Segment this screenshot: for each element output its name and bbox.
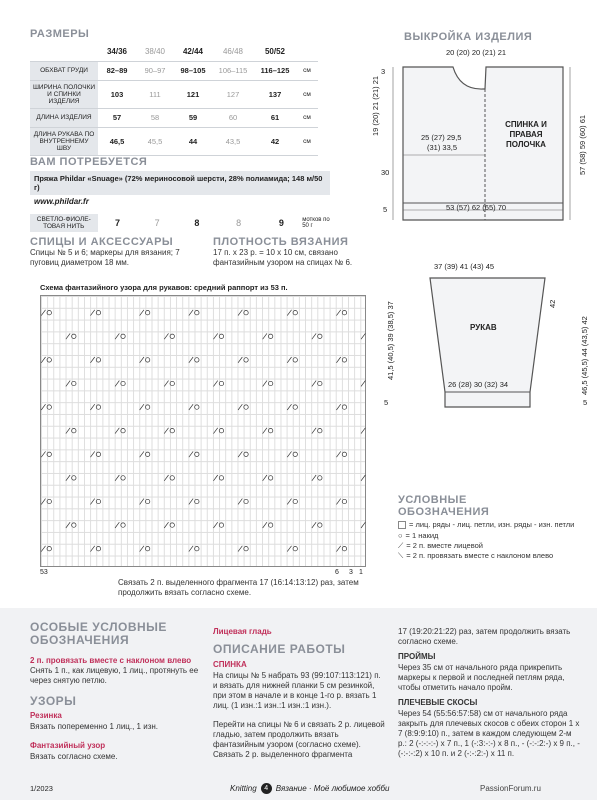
sleeve-right-dim: 46,5 (45,5) 44 (43,5) 42 [580,316,589,395]
shoulder-text: Через 54 (55:56:57:58) см от начального ряда закрыть для плечевых скосов с обеих сторон 1 х 7 (8:9:9:10) п., затем в каждом следующем 2-м р.: 2 (-:-:-:-) х 7 п., 1 (-:3:-:-) х 8 п., - (-:-:2:-) х 9 п., - (-:-:-:2) х 10 п. и 2 (-:-:2:-) х 11 п. [398,709,580,758]
chart-decrease [41,404,45,410]
chart-yarn-over [145,311,149,315]
chart-decrease [263,522,267,528]
chart-decrease [90,546,94,552]
chart-yarn-over [72,429,76,433]
chart-yarn-over [342,358,346,362]
plain-square-icon [398,521,406,529]
chart-decrease [238,357,242,363]
table-row: ДЛИНА РУКАВА ПО ВНУТРЕННЕМУ ШВУ 46,5 45,5 44 43,5 42 см [30,127,318,155]
chart-decrease [115,381,119,387]
chart-decrease [189,546,193,552]
special-title: ОСОБЫЕ УСЛОВНЫЕ ОБОЗНАЧЕНИЯ [30,620,167,647]
chart-yarn-over [170,429,174,433]
chart-decrease [66,475,70,481]
chart-yarn-over [170,334,174,338]
chart-decrease [189,499,193,505]
chart-decrease [66,381,70,387]
chart-decrease [336,404,340,410]
chart-decrease [287,310,291,316]
chart-decrease [140,357,144,363]
chart-yarn-over [268,334,272,338]
sizes-title: РАЗМЕРЫ [30,28,90,40]
chart-yarn-over [219,523,223,527]
yarn-color: СВЕТЛО-ФИОЛЕ-ТОВАЯ НИТЬ [30,214,98,232]
legend-item: ○ = 1 накид [398,531,439,540]
chart-left-number: 53 [40,569,48,576]
chart-decrease [189,357,193,363]
chart-yarn-over [96,358,100,362]
chart-yarn-over [195,405,199,409]
chart-yarn-over [268,429,272,433]
chart-decrease [140,404,144,410]
legend-item: ⟍ = 2 п. провязать вместе с наклоном влево [398,551,554,560]
chart-yarn-over [244,547,248,551]
chart-decrease [90,499,94,505]
chart-yarn-over [195,452,199,456]
legend-item: = лиц. ряды - лиц. петли, изн. ряды - изн. петли [398,520,588,529]
chart-yarn-over [170,523,174,527]
face-title: Лицевая гладь [213,627,272,636]
chart-decrease [238,404,242,410]
armhole-text: Через 35 см от начального ряда прикрепить маркеры к первой и последней петлям ряда, чтобы отметить начало пройм. [398,663,565,692]
chart-decrease [336,546,340,552]
chart-yarn-over [121,523,125,527]
chart-yarn-over [195,547,199,551]
chart-decrease [213,381,217,387]
chart-yarn-over [195,358,199,362]
sleeve-mid-dim: 26 (28) 30 (32) 34 [448,380,509,389]
yarn-over-icon: ○ [398,531,403,540]
chart-yarn-over [195,499,199,503]
chart-decrease [238,499,242,505]
chart-decrease [213,333,217,339]
chart-decrease [140,546,144,552]
size-header: 34/36 [98,42,136,61]
chart-decrease [90,310,94,316]
chart-decrease [336,499,340,505]
pattern-label: СПИНКА И ПРАВАЯ ПОЛОЧКА [505,120,547,149]
patterns-title: УЗОРЫ [30,694,77,708]
chart-yarn-over [121,429,125,433]
chart-yarn-over [121,476,125,480]
pattern-left-mid-dim: 19 (20) 21 (21) 21 [371,75,380,136]
chart-decrease [287,357,291,363]
pattern-mid-dim2: (31) 33,5 [427,143,458,152]
chart-decrease [238,546,242,552]
chart-yarn-over [72,523,76,527]
chart-decrease [312,475,316,481]
page-number: 4 [261,783,272,794]
chart-decrease [66,333,70,339]
size-header: 50/52 [254,42,296,61]
ssk-icon: ⟍ [398,551,404,560]
chart-decrease [213,522,217,528]
chart-right-number: 6 [335,569,339,576]
chart-yarn-over [47,547,51,551]
gauge-title: ПЛОТНОСТЬ ВЯЗАНИЯ [213,236,349,248]
chart-yarn-over [342,405,346,409]
chart-decrease [115,333,119,339]
pattern-top-dim: 20 (20) 20 (21) 21 [446,48,507,57]
issue-number: 1/2023 [30,784,53,793]
chart-yarn-over [318,523,322,527]
chart-yarn-over [342,547,346,551]
chart-yarn-over [244,358,248,362]
chart-decrease [213,428,217,434]
chart-decrease [189,310,193,316]
chart-decrease [140,499,144,505]
special-sub: 2 п. провязать вместе с наклоном влево [30,656,192,665]
back-text-1: На спицы № 5 набрать 93 (99:107:113:121) п. и вязать для нижней планки 5 см резинкой, при этом в начале и в конце 1-го р. вязать 1 лиц. (1 изн.:1 изн.:1 изн.:1 изн.). [213,671,381,710]
chart-decrease [213,475,217,481]
chart-yarn-over [121,381,125,385]
chart-yarn-over [96,499,100,503]
work-title: ОПИСАНИЕ РАБОТЫ [213,642,346,656]
gauge-text: 17 п. х 23 р. = 10 х 10 см, связано фантазийным узором на спицах № 6. [213,248,353,267]
chart-yarn-over [47,452,51,456]
chart-yarn-over [72,476,76,480]
chart-yarn-over [170,476,174,480]
chart-caption: Схема фантазийного узора для рукавов: средний раппорт из 53 п. [40,283,288,292]
chart-right-number: 1 [359,569,363,576]
chart-yarn-over [170,381,174,385]
chart-yarn-over [219,334,223,338]
chart-yarn-over [145,405,149,409]
col3-text-0: 17 (19:20:21:22) раз, затем продолжить вязать согласно схеме. [398,627,571,646]
armhole-title: ПРОЙМЫ [398,652,436,661]
chart-yarn-over [318,429,322,433]
chart-decrease [263,333,267,339]
chart-yarn-over [293,405,297,409]
chart-symbols [40,295,366,567]
rib-title: Резинка [30,711,62,720]
chart-yarn-over [145,358,149,362]
table-row: ОБХВАТ ГРУДИ 82–89 90–97 98–105 106–115 116–125 см [30,61,318,80]
chart-yarn-over [47,499,51,503]
chart-yarn-over [47,358,51,362]
pattern-right-dim: 57 (58) 59 (60) 61 [578,114,587,175]
chart-yarn-over [145,452,149,456]
site-watermark: PassionForum.ru [480,784,541,793]
chart-yarn-over [145,547,149,551]
sleeve-right-top-dim: 42 [548,299,557,308]
sleeve-label: РУКАВ [470,323,497,332]
chart-yarn-over [268,381,272,385]
yarn-amount: 8 [194,218,200,228]
chart-yarn-over [342,311,346,315]
chart-decrease [41,499,45,505]
chart-decrease [41,357,45,363]
chart-yarn-over [342,452,346,456]
chart-yarn-over [318,334,322,338]
table-row: ШИРИНА ПОЛОЧКИ И СПИНКИ ИЗДЕЛИЯ 103 111 121 127 137 см [30,80,318,108]
fancy-title: Фантазийный узор [30,741,106,750]
chart-right-number: 3 [349,569,353,576]
size-header: 46/48 [212,42,254,61]
chart-decrease [263,475,267,481]
chart-yarn-over [72,381,76,385]
chart-yarn-over [219,476,223,480]
yarn-amount: 7 [114,218,120,228]
chart-decrease [361,381,365,387]
chart-yarn-over [293,499,297,503]
chart-decrease [287,404,291,410]
chart-decrease [361,333,365,339]
chart-decrease [361,522,365,528]
chart-decrease [361,428,365,434]
chart-decrease [164,381,168,387]
chart-yarn-over [219,381,223,385]
sizes-table [30,42,318,156]
pattern-mid-dim: 25 (27) 29,5 [421,133,462,142]
chart-yarn-over [96,405,100,409]
needles-title: СПИЦЫ И АКСЕССУАРЫ [30,236,174,248]
pattern-left-top-dim: 3 [381,67,386,76]
pattern-left-bot-dim: 5 [383,205,388,214]
yarn-amount: 7 [154,218,160,228]
chart-yarn-over [293,311,297,315]
yarn-site: www.phildar.fr [34,197,89,206]
chart-decrease [164,333,168,339]
chart-yarn-over [72,334,76,338]
yarn-amount: 8 [236,218,242,228]
chart-yarn-over [219,429,223,433]
chart-yarn-over [244,499,248,503]
chart-decrease [115,522,119,528]
yarn-block [30,171,330,232]
shoulder-title: ПЛЕЧЕВЫЕ СКОСЫ [398,698,478,707]
chart-yarn-over [268,476,272,480]
sleeve-left-bot-dim: 5 [384,398,389,407]
chart-decrease [41,546,45,552]
chart-decrease [238,310,242,316]
chart-yarn-over [195,311,199,315]
chart-decrease [263,428,267,434]
chart-decrease [164,475,168,481]
materials-title: ВАМ ПОТРЕБУЕТСЯ [30,156,148,168]
chart-decrease [336,451,340,457]
chart-yarn-over [293,452,297,456]
back-title: СПИНКА [213,660,247,669]
table-row: ДЛИНА ИЗДЕЛИЯ 57 58 59 60 61 см [30,108,318,127]
chart-yarn-over [96,547,100,551]
chart-decrease [336,310,340,316]
chart-decrease [90,357,94,363]
yarn-unit: мотков по 50 г [302,217,330,229]
chart-yarn-over [342,499,346,503]
chart-yarn-over [47,311,51,315]
chart-decrease [336,357,340,363]
special-text: Снять 1 п., как лицевую, 1 лиц., протянуть ее через снятую петлю. [30,666,199,685]
chart-decrease [164,522,168,528]
chart-yarn-over [47,405,51,409]
chart-decrease [287,546,291,552]
chart-decrease [41,310,45,316]
sleeve-top-dim: 37 (39) 41 (43) 45 [434,262,495,271]
chart-yarn-over [96,311,100,315]
chart-decrease [66,428,70,434]
pattern-title: ВЫКРОЙКА ИЗДЕЛИЯ [404,31,533,43]
bottom-section [0,608,597,800]
chart-decrease [189,404,193,410]
chart-decrease [115,475,119,481]
chart-decrease [312,428,316,434]
chart-decrease [263,381,267,387]
chart-yarn-over [293,358,297,362]
chart-yarn-over [318,381,322,385]
chart-decrease [287,451,291,457]
chart-yarn-over [244,311,248,315]
chart-decrease [164,428,168,434]
chart-yarn-over [145,499,149,503]
chart-decrease [189,451,193,457]
pattern-bottom-dim: 53 (57) 62 (65) 70 [446,203,507,212]
needles-text: Спицы № 5 и 6; маркеры для вязания; 7 пуговиц диаметром 18 мм. [30,248,180,267]
k2tog-icon: ⟋ [398,541,404,550]
sleeve-pattern [400,272,595,420]
sleeve-right-bot-dim: 5 [583,398,588,407]
chart-decrease [90,404,94,410]
legend-item: ⟋ = 2 п. вместе лицевой [398,541,483,550]
chart-note: Связать 2 п. выделенного фрагмента 17 (16:14:13:12) раз, затем продолжить вязать согласно схеме. [118,578,359,597]
legend-title: УСЛОВНЫЕ ОБОЗНАЧЕНИЯ [398,494,490,518]
chart-decrease [312,333,316,339]
size-header: 42/44 [174,42,212,61]
sleeve-left-dim: 41,5 (40,5) 39 (38,5) 37 [386,301,395,380]
back-text-2: Перейти на спицы № 6 и связать 2 р. лицевой гладью, затем продолжить вязать фантазийным узором (согласно схеме). Связать 2 р. выделенного фрагмента [213,720,385,759]
chart-decrease [361,475,365,481]
fancy-text: Вязать согласно схеме. [30,752,118,761]
chart-decrease [41,451,45,457]
chart-decrease [312,381,316,387]
chart-decrease [66,522,70,528]
chart-yarn-over [96,452,100,456]
chart-decrease [312,522,316,528]
chart-yarn-over [244,405,248,409]
chart-decrease [90,451,94,457]
chart-yarn-over [293,547,297,551]
chart-decrease [140,310,144,316]
chart-yarn-over [268,523,272,527]
chart-yarn-over [121,334,125,338]
yarn-amount: 9 [278,218,284,228]
chart-yarn-over [244,452,248,456]
rib-text: Вязать попеременно 1 лиц., 1 изн. [30,722,158,731]
size-header: 38/40 [136,42,174,61]
footer-mag: Knitting 4 Вязание · Моё любимое хобби [230,784,390,793]
chart-decrease [238,451,242,457]
pattern-left-low-dim: 30 [381,168,390,177]
chart-yarn-over [318,476,322,480]
chart-decrease [115,428,119,434]
yarn-name: Пряжа Phildar «Snuage» (72% мериносовой шерсти, 28% полиамида; 148 м/50 г) [30,171,330,195]
chart-decrease [140,451,144,457]
chart-decrease [287,499,291,505]
